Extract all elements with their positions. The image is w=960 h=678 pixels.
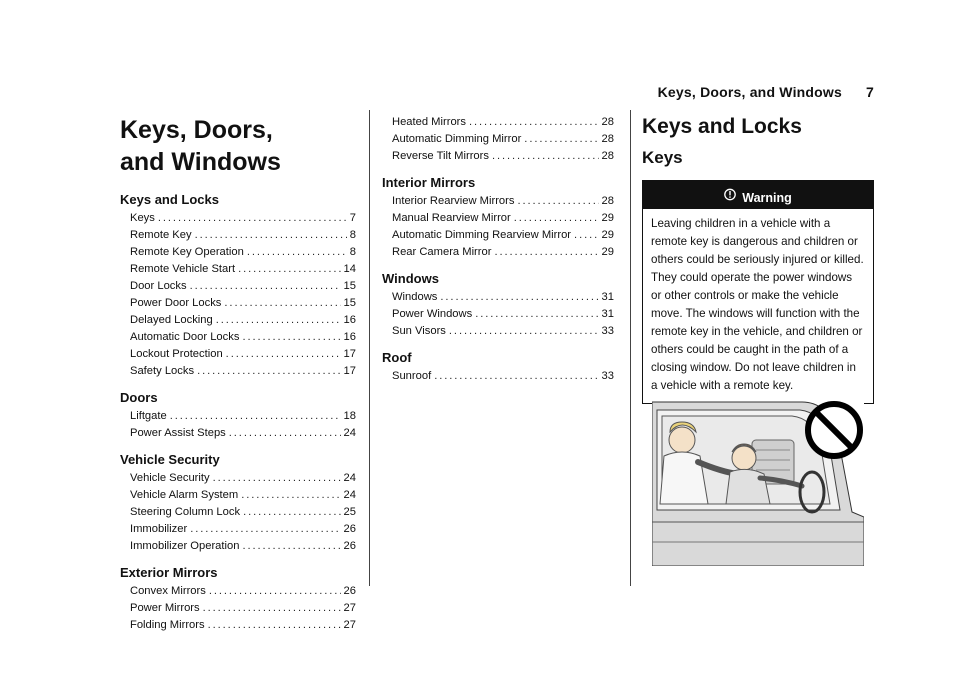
toc-leader-dots [209, 583, 341, 600]
toc-entry[interactable] [120, 295, 356, 312]
toc-section-heading: Roof [382, 350, 412, 365]
toc-entry[interactable] [120, 583, 356, 600]
toc-entry[interactable] [120, 278, 356, 295]
toc-section-heading: Keys and Locks [120, 192, 219, 207]
warning-title: Warning [742, 191, 792, 205]
toc-entry-label: Remote Key [130, 229, 192, 241]
toc-entry-page: 33 [601, 370, 614, 382]
toc-section-heading: Exterior Mirrors [120, 565, 218, 580]
body-column [642, 88, 874, 404]
toc-leader-dots [195, 227, 347, 244]
toc-entry-page: 26 [343, 523, 356, 535]
toc-entry-label: Immobilizer [130, 523, 188, 535]
toc-entry-page: 25 [343, 506, 356, 518]
toc-leader-dots [238, 261, 340, 278]
toc-entry[interactable] [120, 538, 356, 555]
toc-entry-page: 27 [343, 602, 356, 614]
toc-entry-label: Automatic Dimming Mirror [392, 133, 522, 145]
toc-entry[interactable] [120, 363, 356, 380]
toc-entry-page: 24 [343, 472, 356, 484]
toc-entry-label: Automatic Door Locks [130, 331, 240, 343]
toc-entry-label: Heated Mirrors [392, 116, 466, 128]
toc-entry-page: 28 [601, 150, 614, 162]
toc-entry-label: Rear Camera Mirror [392, 246, 492, 258]
toc-entry-page: 15 [343, 280, 356, 292]
toc-leader-dots [197, 363, 340, 380]
toc-entry-label: Steering Column Lock [130, 506, 241, 518]
toc-entry-label: Power Mirrors [130, 602, 200, 614]
toc-entry-page: 14 [343, 263, 356, 275]
chapter-title: Keys, Doors, and Windows [120, 116, 281, 176]
toc-entry-label: Sun Visors [392, 325, 446, 337]
toc-leader-dots [514, 210, 599, 227]
toc-column-2 [382, 114, 614, 385]
warning-header [643, 181, 873, 209]
toc-leader-dots [216, 312, 341, 329]
toc-entry-page: 29 [601, 212, 614, 224]
column-divider [369, 110, 370, 586]
toc-entry[interactable] [120, 600, 356, 617]
toc-entry[interactable] [120, 408, 356, 425]
toc-entry-label: Remote Vehicle Start [130, 263, 236, 275]
toc-entry-label: Lockout Protection [130, 348, 223, 360]
toc-entry[interactable] [120, 312, 356, 329]
toc-leader-dots [203, 600, 341, 617]
toc-entry-label: Immobilizer Operation [130, 540, 240, 552]
toc-leader-dots [440, 289, 598, 306]
toc-section-heading: Vehicle Security [120, 452, 220, 467]
toc-entry[interactable] [120, 244, 356, 261]
page-number: 7 [866, 84, 874, 100]
toc-leader-dots [158, 210, 347, 227]
toc-leader-dots [494, 244, 598, 261]
toc-leader-dots [517, 193, 598, 210]
toc-entry[interactable] [120, 346, 356, 363]
warning-box [642, 180, 874, 404]
subsection-heading: Keys [642, 148, 683, 167]
toc-leader-dots [242, 329, 340, 346]
toc-entry-page: 17 [343, 365, 356, 377]
toc-leader-dots [190, 278, 341, 295]
toc-section-heading: Interior Mirrors [382, 175, 476, 190]
toc-leader-dots [574, 227, 599, 244]
toc-column-1 [120, 114, 356, 634]
toc-entry-label: Automatic Dimming Rearview Mirror [392, 229, 572, 241]
toc-leader-dots [170, 408, 341, 425]
toc-leader-dots [224, 295, 340, 312]
toc-entry[interactable] [382, 210, 614, 227]
toc-entry-page: 26 [343, 540, 356, 552]
toc-entry-page: 28 [601, 133, 614, 145]
toc-entry[interactable] [382, 289, 614, 306]
warning-icon [724, 180, 736, 214]
toc-entry[interactable] [120, 487, 356, 504]
toc-entry[interactable] [120, 470, 356, 487]
toc-entry-label: Manual Rearview Mirror [392, 212, 511, 224]
column-divider [630, 110, 631, 586]
toc-section-heading: Windows [382, 271, 439, 286]
toc-entry-label: Windows [392, 291, 438, 303]
toc-leader-dots [242, 538, 340, 555]
toc-leader-dots [492, 148, 599, 165]
toc-leader-dots [449, 323, 599, 340]
toc-entry-label: Vehicle Security [130, 472, 210, 484]
toc-leader-dots [469, 114, 599, 131]
toc-entry-page: 16 [343, 331, 356, 343]
toc-entry-label: Safety Locks [130, 365, 195, 377]
toc-entry-page: 29 [601, 246, 614, 258]
toc-entry-page: 28 [601, 116, 614, 128]
toc-leader-dots [190, 521, 340, 538]
toc-leader-dots [524, 131, 598, 148]
toc-entry[interactable] [120, 329, 356, 346]
toc-entry-label: Door Locks [130, 280, 187, 292]
toc-entry-page: 15 [343, 297, 356, 309]
toc-leader-dots [243, 504, 340, 521]
toc-entry[interactable] [120, 617, 356, 634]
toc-entry-label: Interior Rearview Mirrors [392, 195, 515, 207]
toc-leader-dots [475, 306, 598, 323]
toc-entry[interactable] [120, 425, 356, 442]
toc-entry[interactable] [382, 244, 614, 261]
toc-entry[interactable] [120, 210, 356, 227]
toc-entry-page: 7 [349, 212, 356, 224]
toc-section-heading: Doors [120, 390, 158, 405]
toc-entry-page: 24 [343, 489, 356, 501]
toc-entry-page: 31 [601, 291, 614, 303]
toc-entry-page: 26 [343, 585, 356, 597]
toc-entry-page: 24 [343, 427, 356, 439]
toc-entry-page: 29 [601, 229, 614, 241]
toc-entry-label: Remote Key Operation [130, 246, 244, 258]
toc-entry[interactable] [382, 131, 614, 148]
toc-entry-label: Convex Mirrors [130, 585, 206, 597]
toc-leader-dots [247, 244, 347, 261]
toc-entry-page: 16 [343, 314, 356, 326]
toc-entry-page: 27 [343, 619, 356, 631]
toc-entry-label: Keys [130, 212, 155, 224]
toc-entry[interactable] [382, 227, 614, 244]
toc-entry-label: Sunroof [392, 370, 432, 382]
toc-leader-dots [434, 368, 598, 385]
toc-entry-page: 28 [601, 195, 614, 207]
toc-leader-dots [226, 346, 341, 363]
toc-entry[interactable] [120, 227, 356, 244]
section-heading: Keys and Locks [642, 115, 802, 138]
child-in-car-illustration [652, 392, 864, 566]
toc-entry[interactable] [382, 368, 614, 385]
toc-entry-label: Folding Mirrors [130, 619, 205, 631]
toc-leader-dots [229, 425, 341, 442]
toc-entry-label: Liftgate [130, 410, 167, 422]
toc-entry[interactable] [120, 521, 356, 538]
toc-entry-page: 8 [349, 229, 356, 241]
toc-entry[interactable] [120, 261, 356, 278]
toc-entry-label: Delayed Locking [130, 314, 213, 326]
toc-entry-label: Power Door Locks [130, 297, 222, 309]
toc-entry[interactable] [382, 323, 614, 340]
toc-entry-page: 31 [601, 308, 614, 320]
toc-entry-label: Vehicle Alarm System [130, 489, 239, 501]
toc-entry-page: 17 [343, 348, 356, 360]
toc-entry-page: 18 [343, 410, 356, 422]
running-header-title: Keys, Doors, and Windows [657, 84, 842, 100]
toc-entry-page: 8 [349, 246, 356, 258]
toc-entry[interactable] [382, 193, 614, 210]
toc-entry-page: 33 [601, 325, 614, 337]
toc-entry-label: Reverse Tilt Mirrors [392, 150, 489, 162]
toc-entry-label: Power Windows [392, 308, 473, 320]
toc-entry[interactable] [382, 148, 614, 165]
toc-leader-dots [241, 487, 340, 504]
toc-entry-label: Power Assist Steps [130, 427, 226, 439]
toc-entry[interactable] [382, 114, 614, 131]
toc-leader-dots [213, 470, 341, 487]
warning-text: Leaving children in a vehicle with a remote key is dangerous and children or others could be seriously injured or killed. They could operate the power windows or other controls or make the vehicle move. The windows will function with the remote key in the vehicle, and children or others could be caught in the path of a closing window. Do not leave children in a vehicle with a remote key. [651, 217, 864, 392]
toc-entry[interactable] [120, 504, 356, 521]
toc-entry[interactable] [382, 306, 614, 323]
toc-leader-dots [208, 617, 341, 634]
